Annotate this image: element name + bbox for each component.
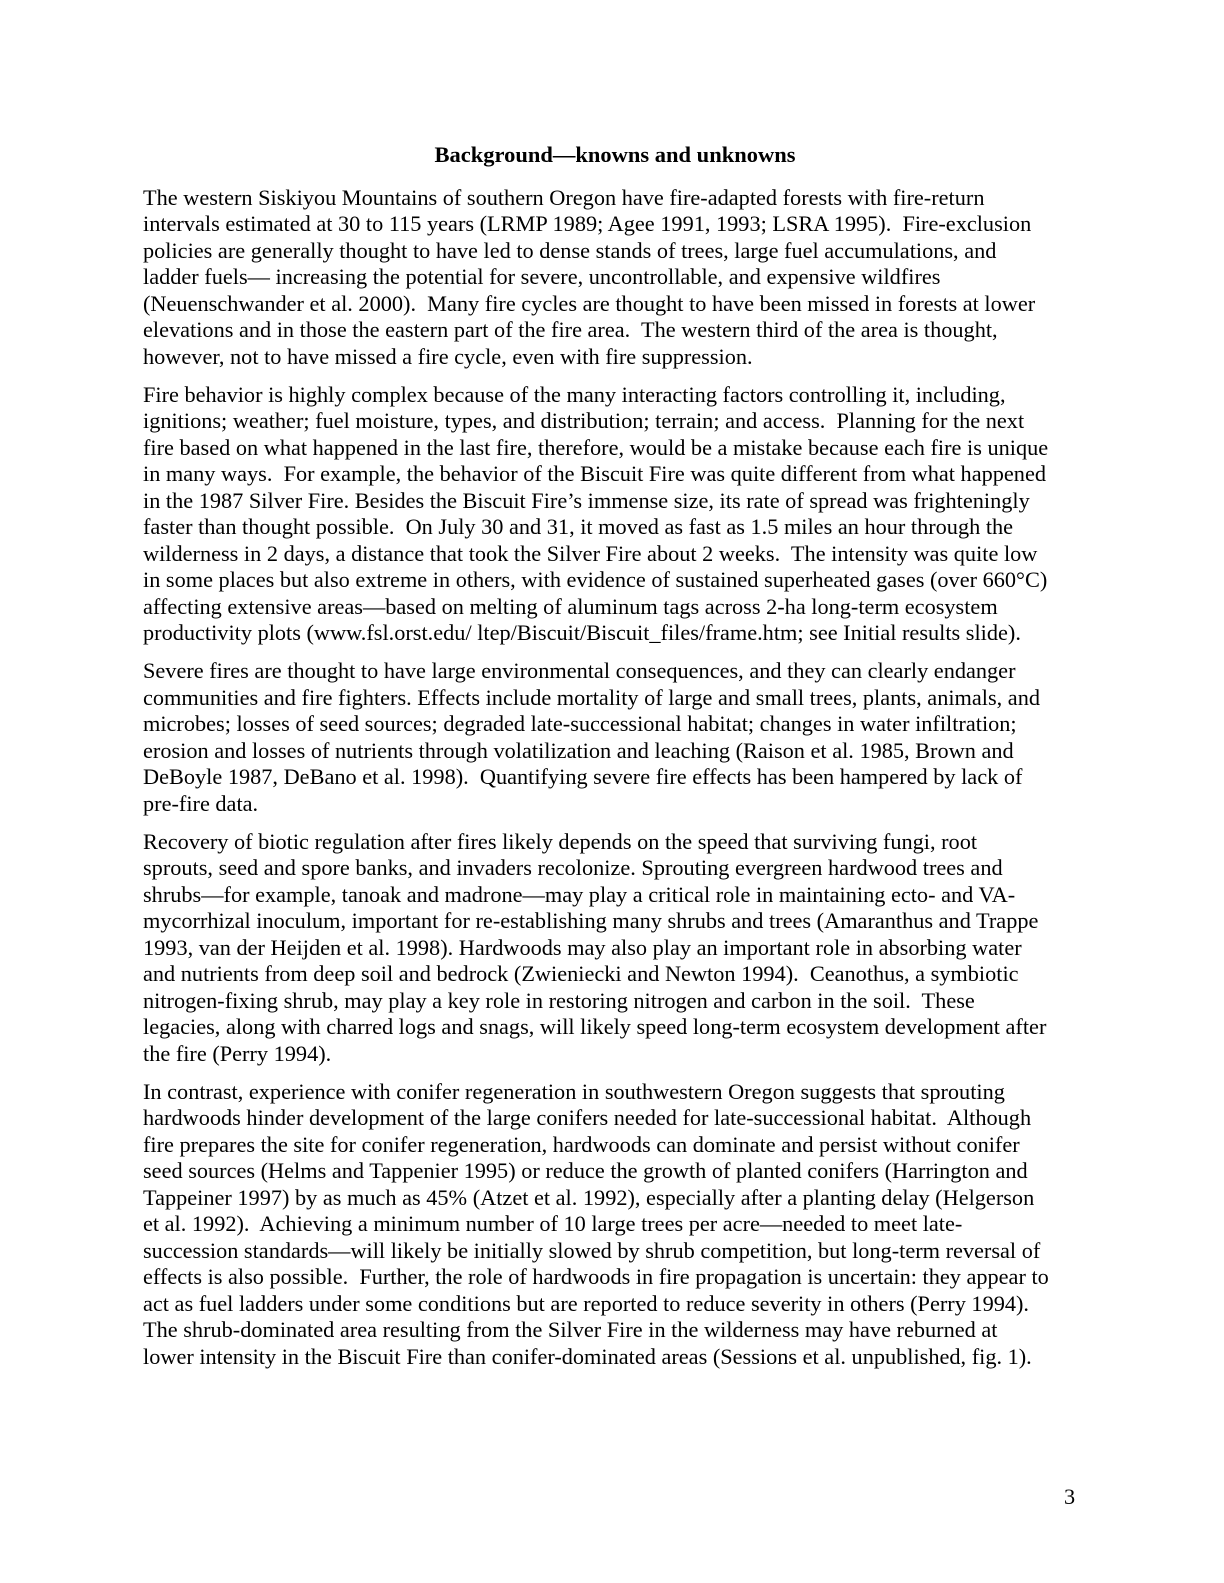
- text-line: mycorrhizal inoculum, important for re-establishing many shrubs and trees (Amaranthus and Trappe: [143, 908, 1039, 933]
- text-line: act as fuel ladders under some conditions but are reported to reduce severity in others (Perry 1994).: [143, 1290, 1030, 1316]
- text-line: elevations and in those the eastern part of the fire area. The western third of the area is thought,: [143, 317, 998, 342]
- paragraph: [143, 829, 1087, 1068]
- text-line: DeBoyle 1987, DeBano et al. 1998). Quantifying severe fire effects has been hampered by lack of: [143, 764, 1023, 789]
- page-number: 3: [1064, 1484, 1076, 1509]
- text-line: in the 1987 Silver Fire. Besides the Biscuit Fire’s immense size, its rate of spread was frighteningly: [143, 487, 1030, 513]
- text-line: et al. 1992). Achieving a minimum number of 10 large trees per acre—needed to meet late-: [143, 1211, 963, 1236]
- text-line: The shrub-dominated area resulting from the Silver Fire in the wilderness may have reburned at: [143, 1317, 998, 1342]
- document-body: [143, 185, 1087, 1371]
- page-content: [143, 142, 1087, 1382]
- text-line: seed sources (Helms and Tappenier 1995) or reduce the growth of planted conifers (Harrington and: [143, 1158, 1028, 1183]
- paragraph: [143, 658, 1087, 817]
- page-title: Background—knowns and unknowns: [434, 142, 796, 167]
- text-line: policies are generally thought to have led to dense stands of trees, large fuel accumulations, and: [143, 237, 997, 263]
- text-line: erosion and losses of nutrients through volatilization and leaching (Raison et al. 1985, Brown and: [143, 737, 1014, 763]
- text-line: in some places but also extreme in others, with evidence of sustained superheated gases (over 660°C): [143, 567, 1048, 592]
- text-line: The western Siskiyou Mountains of southern Oregon have fire-adapted forests with fire-return: [143, 184, 985, 210]
- paragraph: [143, 185, 1087, 371]
- text-line: In contrast, experience with conifer regeneration in southwestern Oregon suggests that sprouting: [143, 1078, 1005, 1104]
- text-line: legacies, along with charred logs and snags, will likely speed long-term ecosystem development after: [143, 1014, 1047, 1039]
- text-line: faster than thought possible. On July 30 and 31, it moved as fast as 1.5 miles an hour through the: [143, 514, 1014, 539]
- text-line: intervals estimated at 30 to 115 years (LRMP 1989; Agee 1991, 1993; LSRA 1995). Fire-exclusion: [143, 211, 1032, 236]
- text-line: succession standards—will likely be initially slowed by shrub competition, but long-term reversal of: [143, 1237, 1041, 1263]
- text-line: fire prepares the site for conifer regeneration, hardwoods can dominate and persist without conifer: [143, 1131, 1020, 1157]
- text-line: Fire behavior is highly complex because of the many interacting factors controlling it, including,: [143, 381, 1006, 407]
- paragraph: [143, 382, 1087, 647]
- text-line: Recovery of biotic regulation after fires likely depends on the speed that surviving fungi, root: [143, 828, 978, 854]
- paragraph: [143, 1079, 1087, 1371]
- text-line: microbes; losses of seed sources; degraded late-successional habitat; changes in water infiltration;: [143, 711, 1017, 736]
- text-line: effects is also possible. Further, the role of hardwoods in fire propagation is uncertain: they appear to: [143, 1264, 1049, 1289]
- text-line: the fire (Perry 1994).: [143, 1040, 332, 1066]
- text-line: Severe fires are thought to have large environmental consequences, and they can clearly endanger: [143, 658, 1016, 683]
- text-line: shrubs—for example, tanoak and madrone—may play a critical role in maintaining ecto- and VA-: [143, 881, 1016, 907]
- text-line: however, not to have missed a fire cycle, even with fire suppression.: [143, 343, 753, 369]
- text-line: sprouts, seed and spore banks, and invaders recolonize. Sprouting evergreen hardwood trees and: [143, 855, 1003, 880]
- text-line: hardwoods hinder development of the large conifers needed for late-successional habitat. Although: [143, 1105, 1032, 1130]
- text-line: productivity plots (www.fsl.orst.edu/ ltep/Biscuit/Biscuit_files/frame.htm; see Initial results slide).: [143, 620, 1021, 645]
- text-line: (Neuenschwander et al. 2000). Many fire cycles are thought to have been missed in forests at lower: [143, 290, 1036, 316]
- text-line: ignitions; weather; fuel moisture, types, and distribution; terrain; and access. Planning for the next: [143, 408, 1025, 433]
- text-line: and nutrients from deep soil and bedrock (Zwieniecki and Newton 1994). Ceanothus, a symbiotic: [143, 961, 1019, 986]
- text-line: in many ways. For example, the behavior of the Biscuit Fire was quite different from what happened: [143, 461, 1046, 486]
- text-line: 1993, van der Heijden et al. 1998). Hardwoods may also play an important role in absorbing water: [143, 934, 1022, 960]
- text-line: fire based on what happened in the last fire, therefore, would be a mistake because each fire is unique: [143, 434, 1049, 460]
- text-line: communities and fire fighters. Effects include mortality of large and small trees, plants, animals, and: [143, 684, 1040, 710]
- text-line: pre-fire data.: [143, 790, 259, 816]
- text-line: wilderness in 2 days, a distance that took the Silver Fire about 2 weeks. The intensity was quite low: [143, 540, 1038, 566]
- text-line: lower intensity in the Biscuit Fire than conifer-dominated areas (Sessions et al. unpublished, fig. 1).: [143, 1343, 1032, 1369]
- text-line: Tappeiner 1997) by as much as 45% (Atzet et al. 1992), especially after a planting delay (Helgerson: [143, 1184, 1035, 1210]
- text-line: affecting extensive areas—based on melting of aluminum tags across 2-ha long-term ecosystem: [143, 593, 998, 619]
- text-line: nitrogen-fixing shrub, may play a key role in restoring nitrogen and carbon in the soil. These: [143, 987, 975, 1013]
- text-line: ladder fuels— increasing the potential for severe, uncontrollable, and expensive wildfires: [143, 264, 941, 289]
